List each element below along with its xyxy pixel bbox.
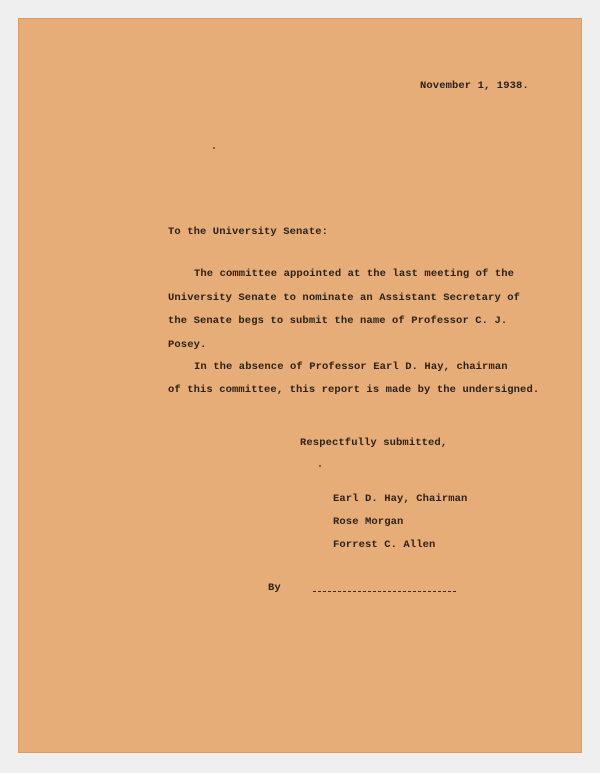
signature-line [313, 591, 456, 592]
signatory-name: Forrest C. Allen [333, 539, 436, 551]
body-line: The committee appointed at the last meeting of the [194, 268, 515, 280]
paper-speck [213, 147, 215, 149]
signatory-name: Rose Morgan [333, 516, 404, 528]
body-line: Posey. [168, 339, 207, 351]
body-line: In the absence of Professor Earl D. Hay, chairman [194, 361, 508, 373]
letter-date: November 1, 1938. [420, 80, 529, 92]
closing: Respectfully submitted, [300, 437, 448, 449]
body-line: University Senate to nominate an Assistant Secretary of [168, 292, 521, 304]
body-line: the Senate begs to submit the name of Professor C. J. [168, 315, 508, 327]
body-line: of this committee, this report is made by the undersigned. [168, 384, 540, 396]
paper-speck [319, 465, 321, 467]
by-label: By [268, 582, 281, 594]
salutation: To the University Senate: [168, 226, 329, 238]
signatory-name: Earl D. Hay, Chairman [333, 493, 468, 505]
